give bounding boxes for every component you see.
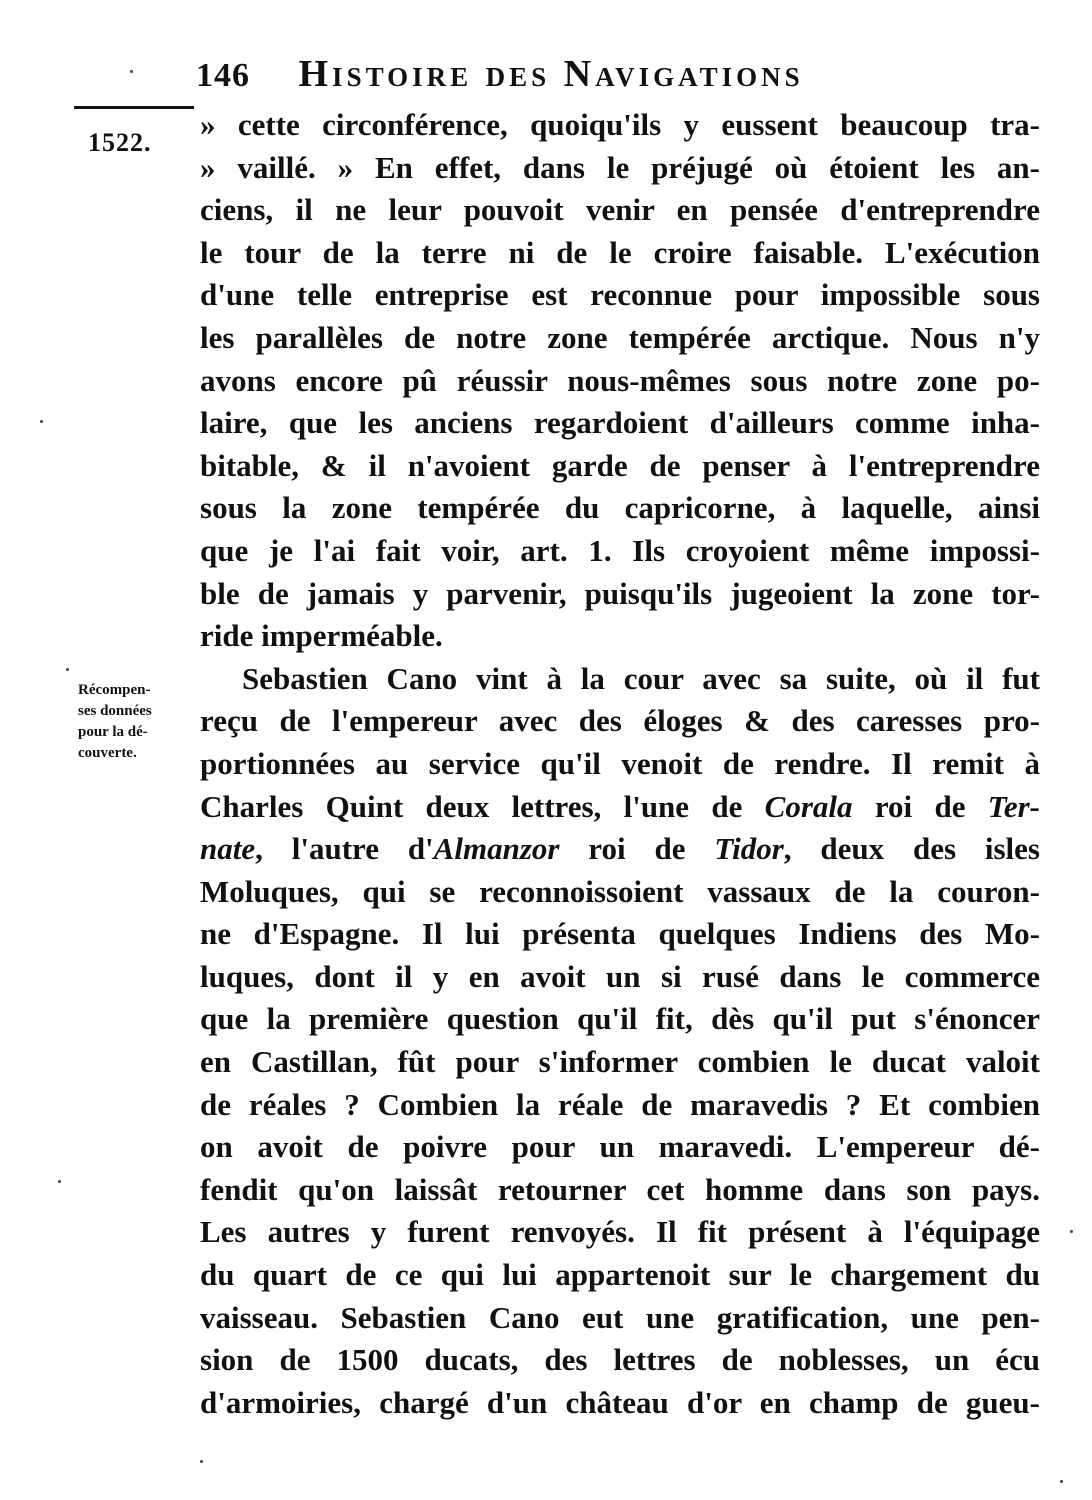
text-line: le tour de la terre ni de le croire faisable. L'exécution [200, 234, 1040, 270]
page-header [196, 52, 996, 100]
body-text [200, 104, 1040, 1424]
scan-speck [200, 1460, 203, 1463]
text-line: de réales ? Combien la réale de maravedis ? Et combien [200, 1086, 1040, 1122]
text-line: ride imperméable. [200, 618, 443, 654]
text-line: sion de 1500 ducats, des lettres de noblesses, un écu [200, 1342, 1040, 1378]
name-almanzor: Almanzor [433, 831, 560, 867]
margin-note-line: Récompen- [78, 682, 151, 698]
text-run: Charles Quint deux lettres, l'une de [200, 788, 765, 824]
text-run: roi de [559, 831, 715, 867]
scan-speck [1070, 1230, 1073, 1233]
text-run: roi de [852, 788, 988, 824]
text-line: » vaillé. » En effet, dans le préjugé où étoient les an- [200, 149, 1040, 185]
text-line [200, 786, 1040, 829]
text-line: d'armoiries, chargé d'un château d'or en champ de gueu- [200, 1384, 1040, 1420]
scan-speck [130, 70, 133, 73]
text-line: les parallèles de notre zone tempérée arctique. Nous n'y [200, 319, 1040, 355]
text-line: Sebastien Cano vint à la cour avec sa suite, où il fut [242, 660, 1040, 696]
name-tidor: Tidor [714, 831, 784, 867]
running-title: Histoire des Navigations [298, 53, 804, 95]
text-line: que je l'ai fait voir, art. 1. Ils croyoient même impossi- [200, 532, 1040, 568]
text-line: laire, que les anciens regardoient d'ailleurs comme inha- [200, 405, 1040, 441]
text-line: avons encore pû réussir nous-mêmes sous notre zone po- [200, 362, 1040, 398]
text-line: en Castillan, fût pour s'informer combien le ducat valoit [200, 1044, 1040, 1080]
margin-note-line: ses données [78, 703, 152, 719]
scan-speck [66, 668, 69, 671]
name-ternate-part: Ter- [987, 788, 1040, 824]
text-line: portionnées au service qu'il venoit de rendre. Il remit à [200, 745, 1040, 781]
scan-speck [58, 1180, 61, 1183]
text-line: Moluques, qui se reconnoissoient vassaux de la couron- [200, 873, 1040, 909]
text-run: , l'autre d' [255, 831, 434, 867]
name-ternate-part: nate [200, 831, 256, 867]
text-line: que la première question qu'il fit, dès qu'il put s'énoncer [200, 1001, 1040, 1037]
margin-note [78, 680, 198, 764]
header-rule [74, 106, 194, 109]
page-number: 146 [196, 57, 250, 94]
text-line: d'une telle entreprise est reconnue pour impossible sous [200, 277, 1040, 313]
text-line: » cette circonférence, quoiqu'ils y eussent beaucoup tra- [200, 107, 1040, 142]
scan-speck [1060, 1480, 1063, 1483]
text-line: du quart de ce qui lui appartenoit sur le chargement du [200, 1257, 1040, 1293]
scan-speck [40, 420, 43, 423]
text-line: ciens, il ne leur pouvoit venir en pensée d'entreprendre [200, 192, 1040, 228]
margin-year: 1522. [88, 128, 152, 157]
text-line: ne d'Espagne. Il lui présenta quelques Indiens des Mo- [200, 916, 1040, 952]
margin-note-line: couverte. [78, 745, 137, 761]
text-line: reçu de l'empereur avec des éloges & des caresses pro- [200, 703, 1040, 739]
text-line: vaisseau. Sebastien Cano eut une gratification, une pen- [200, 1299, 1040, 1335]
name-corala: Corala [764, 788, 853, 824]
margin-note-line: pour la dé- [78, 724, 148, 740]
text-line: sous la zone tempérée du capricorne, à laquelle, ainsi [200, 490, 1040, 526]
text-line: luques, dont il y en avoit un si rusé dans le commerce [200, 958, 1040, 994]
text-line: fendit qu'on laissât retourner cet homme dans son pays. [200, 1171, 1040, 1207]
text-run: , deux des isles [783, 831, 1040, 867]
text-line: ble de jamais y parvenir, puisqu'ils jugeoient la zone tor- [200, 575, 1040, 611]
text-line: on avoit de poivre pour un maravedi. L'empereur dé- [200, 1129, 1040, 1165]
text-line: Les autres y furent renvoyés. Il fit présent à l'équipage [200, 1214, 1040, 1250]
text-line [200, 828, 1040, 871]
text-line: bitable, & il n'avoient garde de penser à l'entreprendre [200, 447, 1040, 483]
